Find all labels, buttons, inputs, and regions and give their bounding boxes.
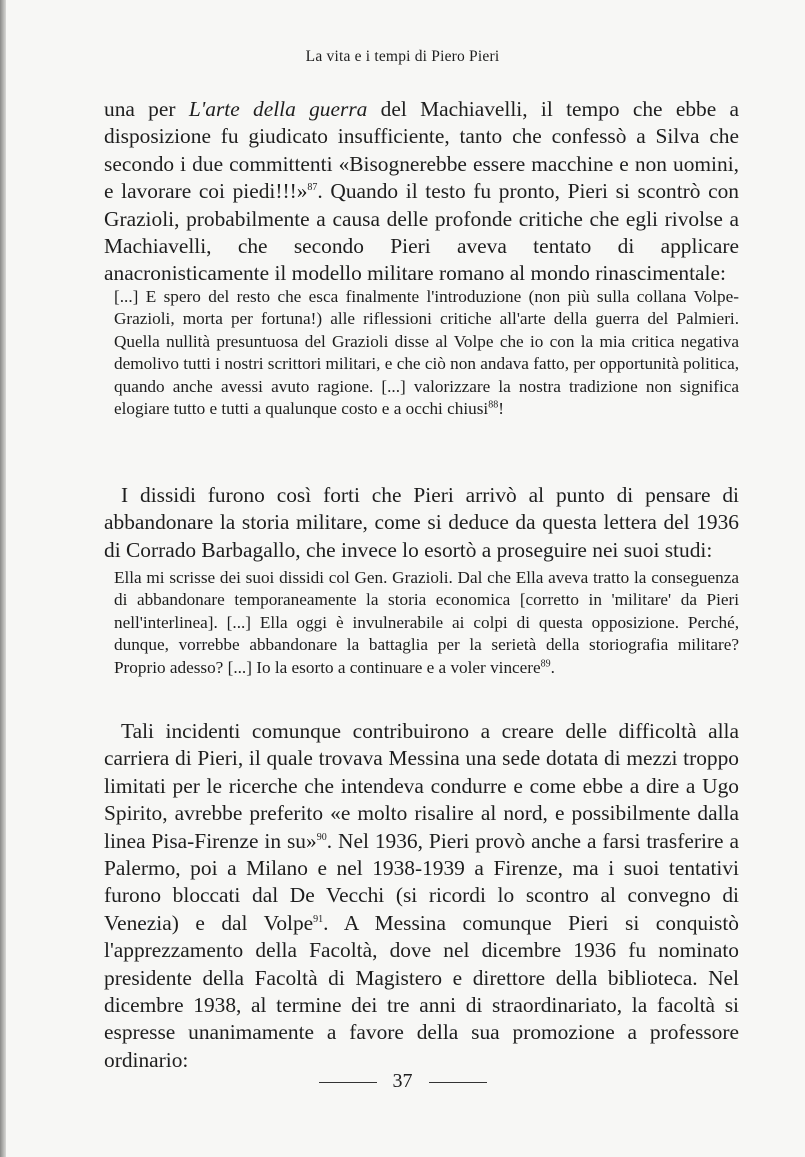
footnote-ref-91: 91 bbox=[313, 913, 324, 925]
p1-text-b: del Machiavelli, il tempo che ebbe a disposizione fu giudicato insufficiente, tanto che confessò a Silva che secondo i due committenti «Bisognerebbe essere macchine e non uomini, e lavorare coi piedi!!!» bbox=[104, 97, 739, 204]
footnote-ref-90: 90 bbox=[316, 831, 327, 843]
block-quote-1 bbox=[104, 286, 739, 420]
q1-text: [...] E spero del resto che esca finalmente l'introduzione (non più sulla collana Volpe-Grazioli, morta per fortuna!) alle riflessioni critiche all'arte della guerra del Palmieri. Quella nullità presuntuosa del Grazioli disse al Volpe che io con la mia critica negativa demolivo tutti i nostri scrittori militari, e che ciò non andava fatto, per opportunità politica, quando anche avessi avuto ragione. [...] valorizzare la nostra tradizione non significa elogiare tutto e tutti a qualunque costo e a occhi chiusi bbox=[114, 287, 739, 419]
p1-text-a: una per bbox=[104, 97, 189, 121]
footnote-ref-89: 89 bbox=[540, 657, 551, 669]
footnote-ref-88: 88 bbox=[488, 399, 499, 411]
page-number-footer bbox=[0, 1070, 805, 1093]
q2-end: . bbox=[550, 657, 555, 677]
p1-text-c: . Quando il testo fu pronto, Pieri si scontrò con Grazioli, probabilmente a causa delle profonde critiche che egli rivolse a Machiavelli, che secondo Pieri aveva tentato di applicare anacronisticamente il modello militare romano al mondo rinascimentale: bbox=[104, 179, 739, 286]
page-number: 37 bbox=[392, 1070, 413, 1092]
q1-end: ! bbox=[498, 399, 504, 419]
p3-text-b: . Nel 1936, Pieri provò anche a farsi trasferire a Palermo, poi a Milano e nel 1938-1939 a Firenze, ma i suoi tentativi furono bloccati dal De Vecchi (si ricordi lo scontro al convegno di Venezia) e dal Volpe bbox=[104, 828, 739, 935]
p2-text: I dissidi furono così forti che Pieri arrivò al punto di pensare di abbandonare la storia militare, come si deduce da questa lettera del 1936 di Corrado Barbagallo, che invece lo esortò a proseguire nei suoi studi: bbox=[104, 483, 739, 562]
paragraph-2 bbox=[104, 482, 739, 564]
paragraph-3 bbox=[104, 718, 739, 1074]
page-number-rule-right bbox=[429, 1082, 487, 1083]
book-title: L'arte della guerra bbox=[188, 97, 368, 121]
running-header: La vita e i tempi di Piero Pieri bbox=[305, 48, 500, 65]
paragraph-1 bbox=[104, 96, 739, 288]
q2-text: Ella mi scrisse dei suoi dissidi col Gen. Grazioli. Dal che Ella aveva tratto la conseguenza di abbandonare temporaneamente la storia economica [corretto in 'militare' da Pieri nell'interlinea]. [...] Ella oggi è invulnerabile ai colpi di questa opposizione. Perché, dunque, vorrebbe abbandonare la battaglia per la serietà della storiografia militare? Proprio adesso? [...] Io la esorto a continuare e a voler vincere bbox=[114, 568, 739, 677]
page-number-rule-left bbox=[319, 1082, 377, 1083]
p3-text-c: . A Messina comunque Pieri si conquistò l'apprezzamento della Facoltà, dove nel dicembre 1936 fu nominato presidente della Facoltà di Magistero e direttore della biblioteca. Nel dicembre 1938, al termine dei tre anni di straordinariato, la facoltà si espresse unanimamente a favore della sua promozione a professore ordinario: bbox=[104, 910, 739, 1072]
p3-text-a: Tali incidenti comunque contribuirono a creare delle difficoltà alla carriera di Pieri, il quale trovava Messina una sede dotata di mezzi troppo limitati per le ricerche che intendeva condurre e come ebbe a dire a Ugo Spirito, avrebbe preferito «e molto risalire al nord, e possibilmente dalla linea Pisa-Firenze in su» bbox=[104, 719, 739, 853]
book-spine-shadow bbox=[0, 0, 6, 1157]
block-quote-2 bbox=[104, 567, 739, 679]
footnote-ref-87: 87 bbox=[307, 182, 318, 194]
